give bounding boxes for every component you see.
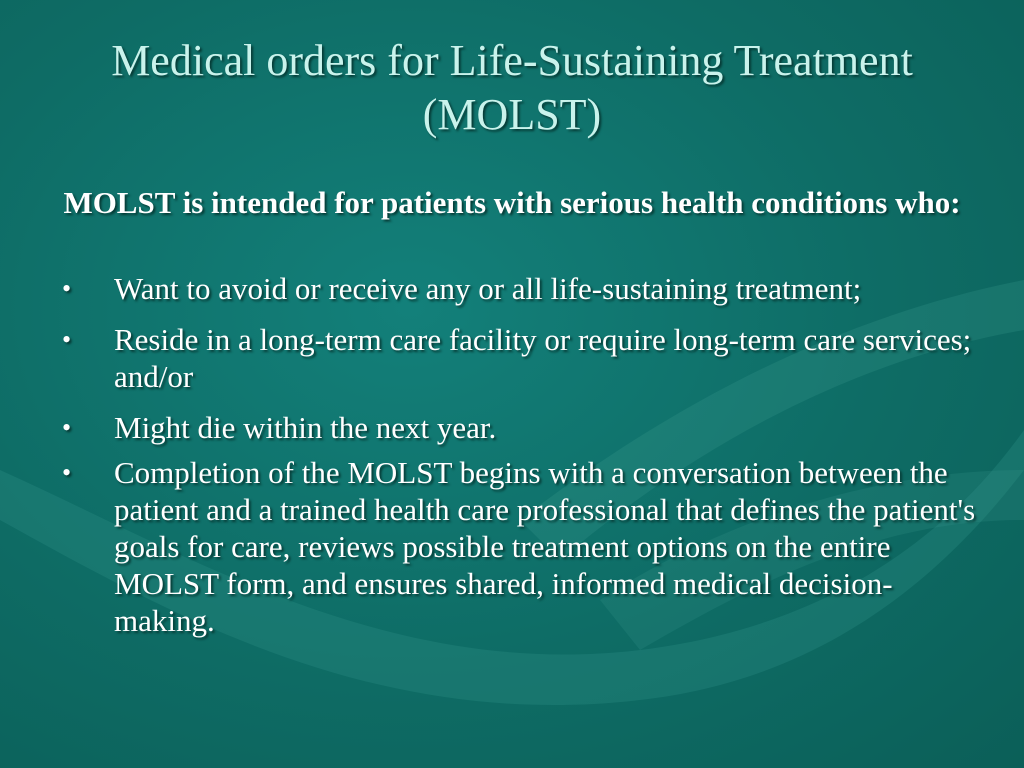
bullet-text: Might die within the next year. <box>114 410 497 445</box>
bullet-text: Completion of the MOLST begins with a conversation between the patient and a trained health care professional that defines the patient's goals for care, reviews possible treatment options on the entire MOLST form, and ensures shared, informed medical decision-making. <box>114 455 976 638</box>
bullet-icon: • <box>62 458 72 487</box>
slide-title: Medical orders for Life-Sustaining Treatment (MOLST) <box>111 36 913 139</box>
bullet-text: Reside in a long-term care facility or require long-term care services; and/or <box>114 322 972 394</box>
bullet-text: Want to avoid or receive any or all life-sustaining treatment; <box>114 271 862 306</box>
bullet-icon: • <box>62 413 72 442</box>
bullet-icon: • <box>62 325 72 354</box>
bullet-item <box>58 270 978 307</box>
bullet-list <box>58 270 978 653</box>
bullet-item <box>58 454 978 639</box>
bullet-icon: • <box>62 274 72 303</box>
bullet-item <box>58 321 978 395</box>
bullet-item <box>58 409 978 446</box>
intro-text: MOLST is intended for patients with serious health conditions who: <box>63 185 961 220</box>
